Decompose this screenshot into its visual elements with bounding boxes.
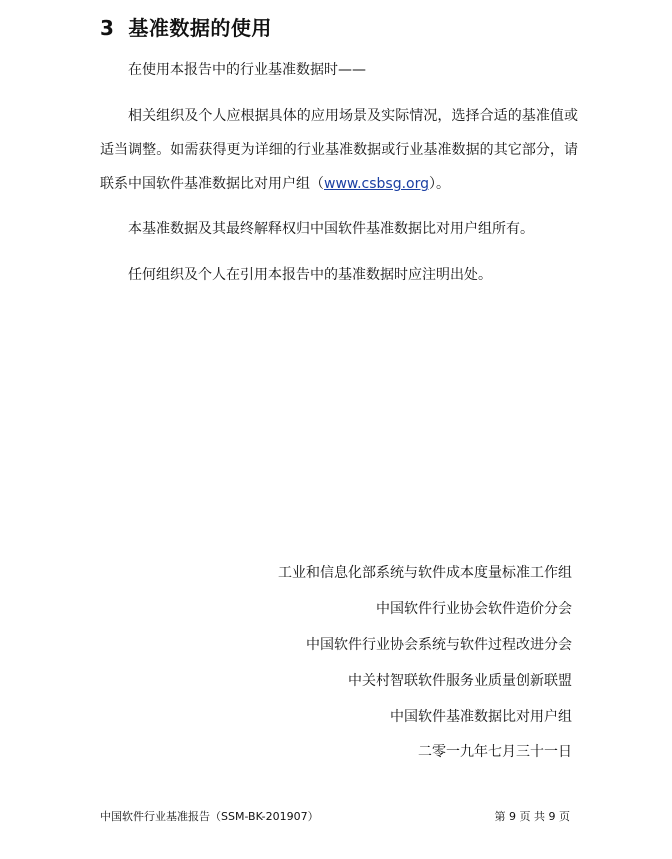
csbsg-website-link[interactable]: www.csbsg.org [324,176,429,192]
footer-page-number: 第 9 页 共 9 页 [494,810,570,823]
signature-date: 二零一九年七月三十一日 [418,744,572,760]
signature-org-3: 中国软件行业协会系统与软件过程改进分会 [306,637,572,653]
section-title: 基准数据的使用 [128,16,272,40]
intro-paragraph: 在使用本报告中的行业基准数据时—— [128,62,366,78]
usage-paragraph [100,99,578,201]
signature-org-4: 中关村智联软件服务业质量创新联盟 [348,673,572,689]
section-heading [100,12,272,41]
usage-paragraph-end: ）。 [429,176,450,192]
usage-paragraph-text: 相关组织及个人应根据具体的应用场景及实际情况，选择合适的基准值或适当调整。如需获得更为详细的行业基准数据或行业基准数据的其它部分，请联系中国软件基准数据比对用户组（ [100,108,578,192]
signature-org-5: 中国软件基准数据比对用户组 [390,709,572,725]
rights-paragraph: 本基准数据及其最终解释权归中国软件基准数据比对用户组所有。 [128,221,534,237]
signature-org-1: 工业和信息化部系统与软件成本度量标准工作组 [278,565,572,581]
citation-paragraph: 任何组织及个人在引用本报告中的基准数据时应注明出处。 [128,267,492,283]
footer-report-name: 中国软件行业基准报告（SSM-BK-201907） [100,810,319,823]
section-number: 3 [100,16,115,40]
signature-org-2: 中国软件行业协会软件造价分会 [376,601,572,617]
